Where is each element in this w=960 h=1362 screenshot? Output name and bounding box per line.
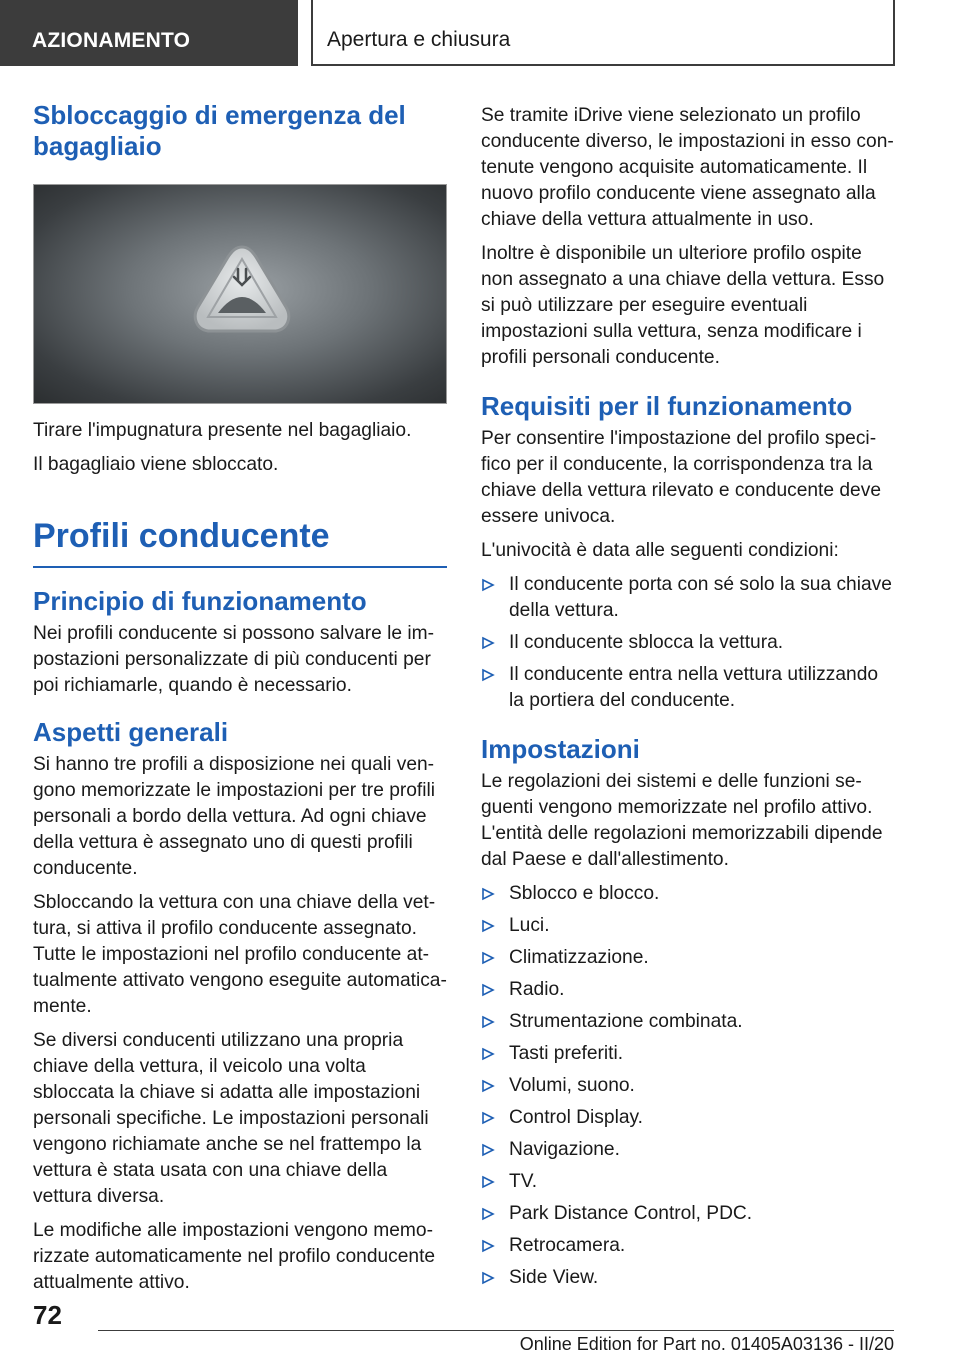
list-item bbox=[481, 1041, 895, 1067]
list-item bbox=[481, 1105, 895, 1131]
bullet-triangle-icon bbox=[481, 1175, 495, 1189]
general-paragraph: Se diversi conducenti utilizzano una propria chiave della vettura, il veicolo una volta sbloccata la chiave si adatta alle impostazioni personali specifiche. Le impostazioni personali vengono richiamate anche se nel frattempo la vettura è stata usata con una chiave della vettura diversa. bbox=[33, 1030, 429, 1207]
driver-profiles-title: Profili conducente bbox=[33, 516, 447, 568]
general-paragraph: Le modifiche alle impostazioni vengono memorizzate automaticamente nel profilo conducente attualmente attivo. bbox=[33, 1220, 436, 1293]
bullet-triangle-icon bbox=[481, 983, 495, 997]
principle-title: Principio di funzionamento bbox=[33, 586, 367, 616]
list-item bbox=[481, 572, 895, 624]
bullet-triangle-icon bbox=[481, 1207, 495, 1221]
general-title: Aspetti generali bbox=[33, 717, 229, 747]
list-item-text: Control Display. bbox=[509, 1107, 644, 1128]
list-item bbox=[481, 1233, 895, 1259]
bullet-triangle-icon bbox=[481, 1079, 495, 1093]
list-item-text: Side View. bbox=[509, 1267, 599, 1288]
bullet-triangle-icon bbox=[481, 1239, 495, 1253]
requirements-paragraph: Per consentire l'impostazione del profilo specifico per il conducente, la corrispondenza tra la chiave della vettura rilevato e conducente deve essere univoca. bbox=[481, 428, 881, 527]
principle-text: Nei profili conducente si possono salvare le impostazioni personalizzate di più conducenti per poi richiamarle, quando è necessario. bbox=[33, 623, 434, 696]
list-item-text: Radio. bbox=[509, 979, 565, 1000]
list-item-text: Tasti preferiti. bbox=[509, 1043, 624, 1064]
requirements-list bbox=[481, 572, 895, 714]
general-paragraph: Sbloccando la vettura con una chiave della vettura, si attiva il profilo conducente assegnato. Tutte le impostazioni nel profilo conducente attualmente attivato vengono eseguite automaticamente. bbox=[33, 892, 447, 1017]
list-item bbox=[481, 1265, 895, 1291]
bullet-triangle-icon bbox=[481, 1047, 495, 1061]
trunk-release-handle-icon bbox=[34, 185, 447, 404]
bullet-triangle-icon bbox=[481, 1143, 495, 1157]
list-item-text: Sblocco e blocco. bbox=[509, 883, 660, 904]
list-item bbox=[481, 1073, 895, 1099]
edition-note: Online Edition for Part no. 01405A03136 - II/20 bbox=[519, 1334, 894, 1354]
figure-result: Il bagagliaio viene sbloccato. bbox=[33, 454, 279, 475]
bullet-triangle-icon bbox=[481, 1271, 495, 1285]
bullet-triangle-icon bbox=[481, 668, 495, 682]
list-item-text: Il conducente sblocca la vettura. bbox=[509, 632, 784, 653]
settings-title: Impostazioni bbox=[481, 734, 640, 764]
page-number: 72 bbox=[33, 1300, 62, 1330]
settings-paragraph: Le regolazioni dei sistemi e delle funzioni seguenti vengono memorizzate nel profilo attivo. L'entità delle regolazioni memorizzabili dipende dal Paese e dall'allestimento. bbox=[481, 771, 883, 870]
settings-list bbox=[481, 881, 895, 1291]
page-header bbox=[0, 0, 960, 66]
bullet-triangle-icon bbox=[481, 1015, 495, 1029]
list-item bbox=[481, 881, 895, 907]
left-column bbox=[33, 100, 447, 1304]
list-item bbox=[481, 977, 895, 1003]
list-item bbox=[481, 913, 895, 939]
list-item bbox=[481, 630, 895, 656]
list-item-text: Climatizzazione. bbox=[509, 947, 649, 968]
bullet-triangle-icon bbox=[481, 578, 495, 592]
list-item-text: Il conducente entra nella vettura utilizzando la portiera del conducente. bbox=[509, 664, 879, 711]
list-item-text: Park Distance Control, PDC. bbox=[509, 1203, 753, 1224]
requirements-conditions: L'univocità è data alle seguenti condizioni: bbox=[481, 540, 839, 561]
guest-profile-paragraph: Inoltre è disponibile un ulteriore profilo ospite non assegnato a una chiave della vettura. Esso si può utilizzare per eseguire eventuali impostazioni sulla vettura, senza modificare i profili personali conducente. bbox=[481, 243, 885, 368]
bullet-triangle-icon bbox=[481, 919, 495, 933]
bullet-triangle-icon bbox=[481, 636, 495, 650]
topic-label: Apertura e chiusura bbox=[311, 0, 895, 66]
bullet-triangle-icon bbox=[481, 1111, 495, 1125]
list-item-text: Il conducente porta con sé solo la sua chiave della vettura. bbox=[509, 574, 892, 621]
requirements-title: Requisiti per il funzionamento bbox=[481, 391, 853, 421]
right-column bbox=[481, 103, 895, 1299]
list-item bbox=[481, 1169, 895, 1195]
list-item-text: Strumentazione combinata. bbox=[509, 1011, 743, 1032]
list-item bbox=[481, 1201, 895, 1227]
bullet-triangle-icon bbox=[481, 887, 495, 901]
figure-caption: Tirare l'impugnatura presente nel bagagliaio. bbox=[33, 420, 412, 441]
list-item-text: Navigazione. bbox=[509, 1139, 620, 1160]
bullet-triangle-icon bbox=[481, 951, 495, 965]
list-item bbox=[481, 1137, 895, 1163]
list-item-text: Volumi, suono. bbox=[509, 1075, 635, 1096]
general-paragraph: Si hanno tre profili a disposizione nei quali vengono memorizzate le impostazioni per tre profili personali a bordo della vettura. Ad ogni chiave della vettura è assegnato uno di questi profili conducente. bbox=[33, 754, 436, 879]
list-item bbox=[481, 662, 895, 714]
footer-divider bbox=[98, 1330, 894, 1331]
list-item-text: TV. bbox=[509, 1171, 538, 1192]
list-item-text: Luci. bbox=[509, 915, 550, 936]
list-item bbox=[481, 945, 895, 971]
list-item-text: Retrocamera. bbox=[509, 1235, 626, 1256]
section-label: AZIONAMENTO bbox=[0, 0, 298, 66]
trunk-release-figure bbox=[33, 184, 447, 404]
list-item bbox=[481, 1009, 895, 1035]
idrive-paragraph: Se tramite iDrive viene selezionato un profilo conducente diverso, le impostazioni in esso contenute vengono acquisite automaticamente. Il nuovo profilo conducente viene assegnato alla chiave della vettura attualmente in uso. bbox=[481, 105, 894, 230]
emergency-unlock-title: Sbloccaggio di emergenza del bagagliaio bbox=[33, 100, 406, 161]
